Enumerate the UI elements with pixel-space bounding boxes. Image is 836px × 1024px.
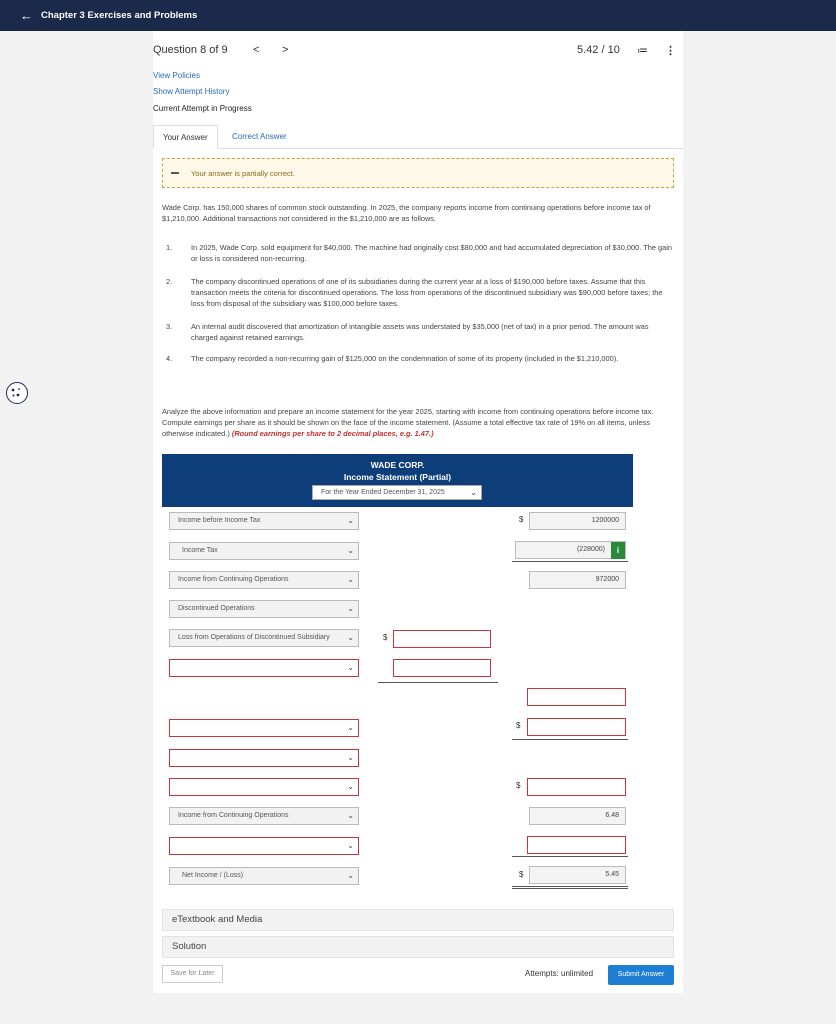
chevron-down-icon: ⌄ [470,488,477,497]
item-text: An internal audit discovered that amortization of intangible assets was understated by $35,000 (net of tax) in a prior period. The amount was charged against retained earnings. [191,322,649,342]
chevron-down-icon: ⌄ [347,723,354,732]
dollar-sign: $ [519,515,524,524]
row-5-account-select[interactable] [169,629,359,647]
chevron-down-icon: ⌄ [347,663,354,672]
item-number: 3. [166,322,173,331]
row-11-amount-input[interactable]: 6.48 [529,807,626,825]
company-name: WADE CORP. [370,460,425,470]
tab-correct-answer[interactable]: Correct Answer [232,132,287,141]
row-9-account-select[interactable] [169,749,359,767]
row-10-amount-input[interactable] [527,778,626,796]
select-value: Income from Continuing Operations [178,812,289,819]
statement-title: Income Statement (Partial) [343,472,452,482]
dollar-sign: $ [516,781,521,790]
question-number: Question 8 of 9 [153,44,228,56]
next-question-button[interactable]: > [282,44,289,56]
row-7-amount-input[interactable] [527,688,626,706]
row-8-account-select[interactable] [169,719,359,737]
total-underline [512,886,628,887]
chevron-down-icon: ⌄ [347,841,354,850]
question-header [153,44,683,60]
chevron-down-icon: ⌄ [347,811,354,820]
item-number: 2. [166,277,173,286]
select-value: Discontinued Operations [178,605,255,612]
chapter-title: Chapter 3 Exercises and Problems [41,10,198,21]
select-value: Loss from Operations of Discontinued Subsidiary [178,634,330,641]
partial-correct-alert [162,158,674,188]
answer-tabs [153,125,683,149]
info-icon[interactable]: i [611,542,625,559]
chevron-down-icon: ⌄ [347,604,354,613]
question-list-icon[interactable]: ≔ [637,45,648,57]
row-4-account-select[interactable] [169,600,359,618]
chevron-down-icon: ⌄ [347,516,354,525]
save-for-later-button[interactable]: Save for Later [162,965,223,983]
dollar-sign: $ [383,633,388,642]
row-11-account-select[interactable] [169,807,359,825]
period-select[interactable] [312,485,482,500]
row-13-amount-input[interactable]: 5.45 [529,866,626,884]
current-attempt-label: Current Attempt in Progress [153,104,252,113]
alert-text: Your answer is partially correct. [191,168,295,178]
row-10-account-select[interactable] [169,778,359,796]
submit-answer-button[interactable]: Submit Answer [608,965,674,985]
select-value: Income from Continuing Operations [178,576,289,583]
problem-intro: Wade Corp. has 150,000 shares of common stock outstanding. In 2025, the company reports income from continuing operations before income tax of $1,210,000. Additional transactions not considered in the $1,210,000 are as follows. [162,203,651,223]
row-2-amount-input[interactable] [515,541,626,559]
attempt-history-link[interactable]: Show Attempt History [153,87,230,96]
row-1-account-select[interactable] [169,512,359,530]
minus-icon [171,172,179,174]
row-8-amount-input[interactable] [527,718,626,736]
total-underline [512,856,628,857]
rounding-note: (Round earnings per share to 2 decimal places, e.g. 1.47.) [231,429,434,438]
select-value: Net Income / (Loss) [182,872,244,879]
item-text: In 2025, Wade Corp. sold equipment for $40,000. The machine had originally cost $80,000 and had accumulated depreciation of $30,000. The gain or loss is considered non-recurring. [191,243,672,263]
total-underline [512,739,628,740]
instructions [162,406,674,439]
row-5-amount-input[interactable] [393,630,491,648]
period-value: For the Year Ended December 31, 2025 [321,489,445,496]
item-text: The company recorded a non-recurring gain of $125,000 on the condemnation of some of its property (included in the $1,210,000). [191,354,619,363]
solution-section[interactable]: Solution [162,936,674,958]
row-6-account-select[interactable] [169,659,359,677]
amount-value: (228000) [576,546,605,553]
score: 5.42 / 10 [577,44,620,56]
chevron-down-icon: ⌄ [347,575,354,584]
row-2-account-select[interactable] [169,542,359,560]
top-bar [0,0,836,31]
chevron-down-icon: ⌄ [347,782,354,791]
row-12-account-select[interactable] [169,837,359,855]
view-policies-link[interactable]: View Policies [153,71,200,80]
item-text: The company discontinued operations of one of its subsidiaries during the current year at a loss of $190,000 before taxes. Assume that this transaction meets the criteria for discontinued operations. The loss from operations of the discontinued subsidiary was $90,000 before taxes; the loss from disposal of the subsidiary was $100,000 before taxes. [191,277,663,308]
chevron-down-icon: ⌄ [347,871,354,880]
question-card [153,31,683,993]
arrow-left-icon[interactable]: ← [20,8,33,23]
etextbook-section[interactable]: eTextbook and Media [162,909,674,931]
row-3-account-select[interactable] [169,571,359,589]
row-1-amount-input[interactable]: 1200000 [529,512,626,530]
item-number: 1. [166,243,173,252]
row-6-amount-input[interactable] [393,659,491,677]
total-double-underline [512,888,628,889]
row-12-amount-input[interactable] [527,836,626,854]
chevron-down-icon: ⌄ [347,753,354,762]
cookie-icon[interactable] [6,382,28,404]
chevron-down-icon: ⌄ [347,633,354,642]
attempts-label: Attempts: unlimited [525,969,594,978]
row-13-account-select[interactable] [169,867,359,885]
prev-question-button[interactable]: < [253,44,260,56]
select-value: Income before Income Tax [178,517,261,524]
chevron-down-icon: ⌄ [347,546,354,555]
total-underline [512,561,628,562]
statement-header [162,454,633,507]
row-3-amount-input[interactable]: 972000 [529,571,626,589]
select-value: Income Tax [182,547,218,554]
instruction-text: Analyze the above information and prepare an income statement for the year 2025, starting with income from continuing operations before income tax. Compute earnings per share as it should be shown on the face of the income statement. (Assume a total effective tax rate of 19% on all items, unless otherwise indicated.) [162,407,654,438]
subtotal-underline [378,682,498,683]
dollar-sign: $ [519,870,524,879]
dollar-sign: $ [516,721,521,730]
item-number: 4. [166,354,173,363]
tab-your-answer[interactable]: Your Answer [153,125,218,149]
more-options-icon[interactable]: ⋮ [665,45,676,57]
